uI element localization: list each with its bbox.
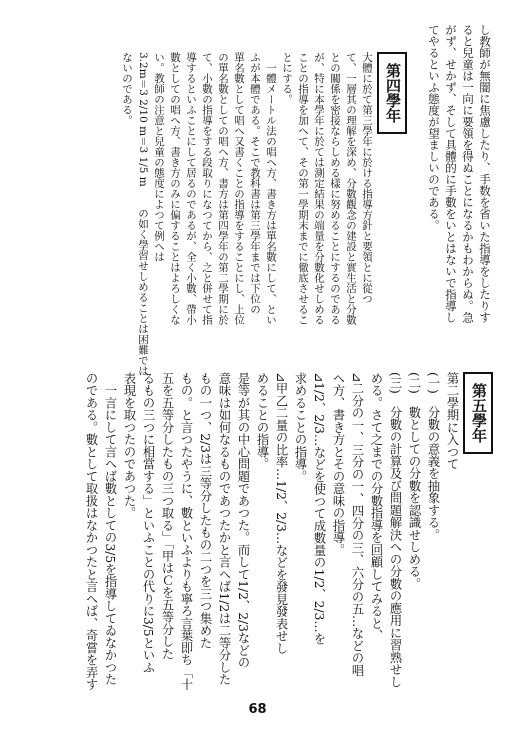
text-line: ⊿二分の一、三分の一、四分の三、六分の五…などの唱 (350, 372, 364, 677)
text-line: てやるといふ態度が望ましいのである。 (427, 24, 441, 231)
page-number: 68 (248, 702, 267, 717)
text-line: ⊿甲乙二量の比率…1/2、2/3…などを發見發表せし (274, 372, 288, 655)
text-line: し教師が無闇に焦慮したり、手数を省いた指導をしたりす (478, 24, 492, 323)
text-line: るもの三つに相當する」といふことの代りに3/5といふ (141, 372, 155, 674)
text-line: ⊿1/2、2/3…などを使つて成數量の1/2、2/3…を (312, 372, 326, 645)
text-line: 大體に於て第三學年に於ける指導方針と要領とに從つ (361, 52, 373, 304)
text-line: ふが本體である。そこで教科書は第三學年までは下位の (249, 52, 261, 315)
text-line: 第二學期に入つて (445, 372, 459, 470)
text-line: が、特に本學年に於ては測定結果の端量を分數化せしめる (313, 52, 325, 325)
text-line: 數としての唱へ方、書き方のみに偏することはよろしくな (169, 52, 181, 325)
text-line: 單名數として唱へ又書くことの指導をすることにし、上位 (233, 52, 245, 325)
section-5th-grade-body (81, 372, 461, 691)
text-line: ないのである。 (121, 52, 133, 126)
text-line: へ方、書き方とその意味の指導。 (331, 372, 345, 556)
text-line: 表現を取つたのであつた。 (122, 372, 136, 519)
text-line: ことの指導を加へて、その第一學期末までに徹底させるこ (297, 52, 309, 325)
text-line: 五を五等分したもの三つ取る」「甲はＣを五等分した (160, 372, 174, 660)
section-4th-grade-body (119, 52, 375, 376)
text-line: 3.2m＝3 2/10 m＝3 1/5 m の如く學習せしめることは困難では (137, 52, 149, 376)
text-line: (三) 分數の計算及び問題解決への分數の應用に習熟せし (388, 372, 402, 688)
text-line: めることの指導。 (255, 372, 269, 470)
continuation-text (425, 24, 493, 323)
text-line: 意味は如何なるものであつたかと言へば1/2は二等分した (217, 372, 231, 686)
text-line: もの一つ、2/3は三等分したもの二つを三つ集めた (198, 372, 212, 649)
section-heading-4th-grade: 第四學年 (377, 52, 407, 134)
text-line: との關係を密接ならしめる樣に努めることにするのである (329, 52, 341, 325)
text-line: める。さて之までの分數指導を回顧してみると、 (369, 372, 383, 642)
text-line: い。教師の注意と兒童の態度によつて例へは (153, 52, 165, 262)
text-line: とにする。 (281, 52, 293, 105)
text-line: て、一層其の理解を深め、分數觀念の建設と實生活と分數 (345, 52, 357, 325)
section-heading-5th-grade: 第五學年 (463, 372, 493, 454)
text-line: 求めることの指導。 (293, 372, 307, 483)
text-line: がず、せかず、そして具體的に手數をいとはないで指導し (444, 24, 458, 323)
text-line: ると兒童は一向に要領を得ぬことになるかもわからぬ。急 (461, 24, 475, 323)
text-line: のである。數として取扱はなかつたと言へば、奇嘗を弄す (84, 372, 98, 691)
text-line: 是等が其の中心問題であつた。而して1/2、2/3などの (236, 372, 250, 669)
text-line: 導するといふことにして居るのであるが、全く小數、帶小 (185, 52, 197, 325)
text-line: て、小數の指導をする段取りになつてから、之と併せて指 (201, 52, 213, 325)
text-line: 一言にして言へば數としての3/5を指導してゐなかつた (103, 372, 117, 686)
text-line: の單名數としての唱へ方、書方は第四學年の第二學期に於 (217, 52, 229, 325)
text-line: (一) 分數の意義を抽象する。 (426, 372, 440, 541)
text-line: 一體メートル法の唱へ方、書き方は單名數にして、とい (265, 52, 277, 325)
text-line: (二) 數としての分數を認識せしめる。 (407, 372, 421, 590)
text-line: もの。と言つたやうに、數といふよりも寧ろ言葉即ち「十 (179, 372, 193, 691)
